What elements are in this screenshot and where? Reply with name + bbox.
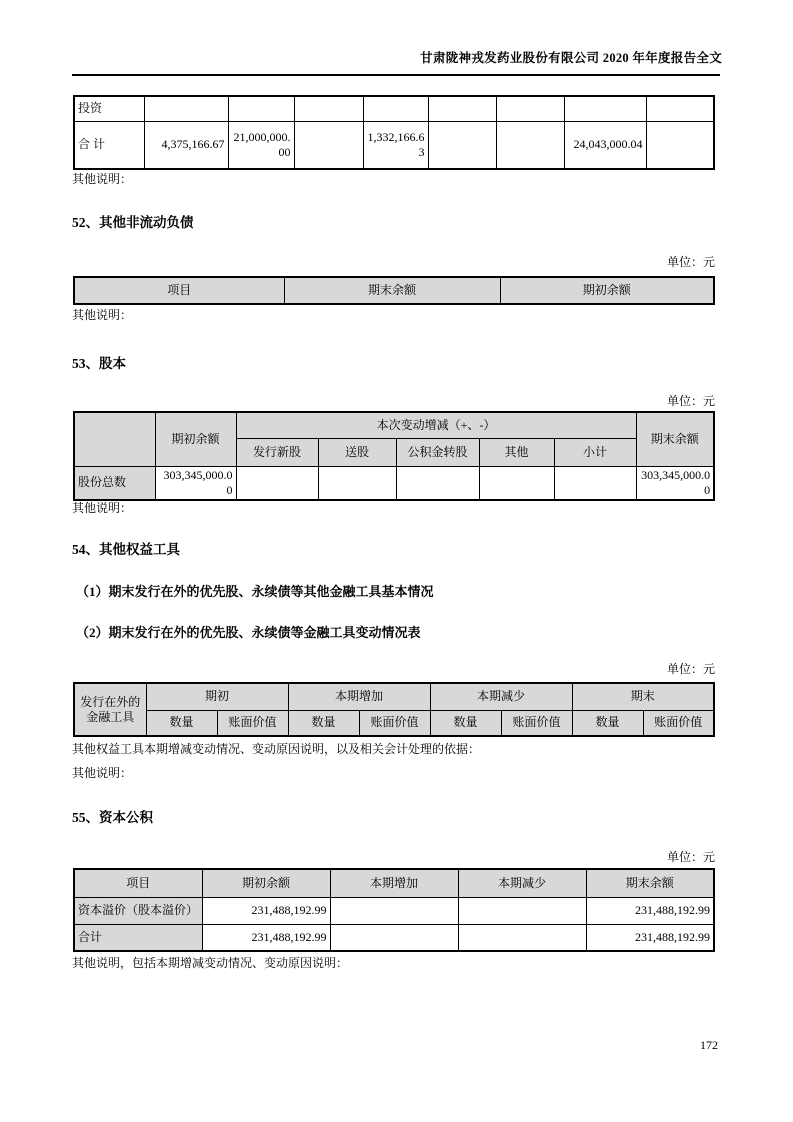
table-row-total: 合计 231,488,192.99 231,488,192.99 xyxy=(74,924,714,951)
section52-unit-label: 单位：元 xyxy=(666,255,715,269)
other-note: 其他说明： xyxy=(72,172,133,186)
col-header: 期末余额 xyxy=(586,869,714,897)
section54-sub1: （1）期末发行在外的优先股、永续债等其他金融工具基本情况 xyxy=(76,584,434,599)
section53-unit-label: 单位：元 xyxy=(666,394,715,408)
change-explanation-note: 其他权益工具本期增减变动情况、变动原因说明，以及相关会计处理的依据： xyxy=(72,742,481,756)
page-number: 172 xyxy=(700,1038,718,1052)
table-row: 股份总数 303,345,000.00 303,345,000.00 xyxy=(74,466,714,500)
col-header-instruments: 发行在外的金融工具 xyxy=(74,683,146,736)
other-note: 其他说明： xyxy=(72,766,133,780)
col-header: 项目 xyxy=(74,277,284,304)
table-header-row xyxy=(74,412,714,438)
col-header-initial: 期初余额 xyxy=(155,412,236,466)
capital-reserve-table xyxy=(73,868,715,952)
table-header-row xyxy=(74,277,714,304)
col-header: 公积金转股 xyxy=(396,438,479,466)
group-header-increase: 本期增加 xyxy=(288,683,430,710)
corner-cell xyxy=(74,412,155,466)
col-header: 期初余额 xyxy=(500,277,714,304)
col-header-ending: 期末余额 xyxy=(636,412,714,466)
other-note: 其他说明： xyxy=(72,501,133,515)
section55-heading: 55、资本公积 xyxy=(72,810,153,825)
col-header: 期初余额 xyxy=(202,869,330,897)
group-header-decrease: 本期减少 xyxy=(430,683,572,710)
col-header: 其他 xyxy=(479,438,554,466)
row-label: 投资 xyxy=(74,96,144,121)
section54-sub2: （2）期末发行在外的优先股、永续债等金融工具变动情况表 xyxy=(76,625,421,640)
table-header-row xyxy=(74,683,714,710)
section52-heading: 52、其他非流动负债 xyxy=(72,215,194,230)
col-header: 期末余额 xyxy=(284,277,500,304)
table-header-row xyxy=(74,869,714,897)
col-header-qty: 数量 xyxy=(288,710,359,736)
other-note: 其他说明，包括本期增减变动情况、变动原因说明： xyxy=(72,956,349,970)
section54-heading: 54、其他权益工具 xyxy=(72,542,180,557)
section55-unit-label: 单位：元 xyxy=(666,850,715,864)
investment-total-table xyxy=(73,95,715,170)
other-noncurrent-liabilities-table xyxy=(73,276,715,305)
page-header-title: 甘肃陇神戎发药业股份有限公司 2020 年年度报告全文 xyxy=(420,51,722,65)
share-capital-table xyxy=(73,411,715,501)
financial-instruments-table xyxy=(73,682,715,737)
col-header: 本期减少 xyxy=(458,869,586,897)
table-row: 资本溢价（股本溢价） 231,488,192.99 231,488,192.99 xyxy=(74,897,714,924)
col-header: 发行新股 xyxy=(236,438,318,466)
col-header: 本期增加 xyxy=(330,869,458,897)
col-header-value: 账面价值 xyxy=(217,710,288,736)
table-subheader-row xyxy=(74,710,714,736)
header-divider xyxy=(72,74,720,76)
section53-heading: 53、股本 xyxy=(72,356,126,371)
row-label: 合计 xyxy=(74,924,202,951)
col-header: 送股 xyxy=(318,438,396,466)
col-header-qty: 数量 xyxy=(146,710,217,736)
col-header-value: 账面价值 xyxy=(643,710,714,736)
table-row-total: 合 计 4,375,166.67 21,000,000.00 1,332,166.63 24,043,000.04 xyxy=(74,121,714,169)
row-label: 合 计 xyxy=(74,121,144,169)
col-header: 小计 xyxy=(554,438,636,466)
col-header: 项目 xyxy=(74,869,202,897)
group-header-initial: 期初 xyxy=(146,683,288,710)
col-header-value: 账面价值 xyxy=(501,710,572,736)
col-header-qty: 数量 xyxy=(572,710,643,736)
other-note: 其他说明： xyxy=(72,308,133,322)
group-header-ending: 期末 xyxy=(572,683,714,710)
row-label: 资本溢价（股本溢价） xyxy=(74,897,202,924)
table-row xyxy=(74,96,714,121)
row-label: 股份总数 xyxy=(74,466,155,500)
section54-unit-label: 单位：元 xyxy=(666,662,715,676)
col-header-qty: 数量 xyxy=(430,710,501,736)
col-header-change-group: 本次变动增减（+、-） xyxy=(236,412,636,438)
col-header-value: 账面价值 xyxy=(359,710,430,736)
